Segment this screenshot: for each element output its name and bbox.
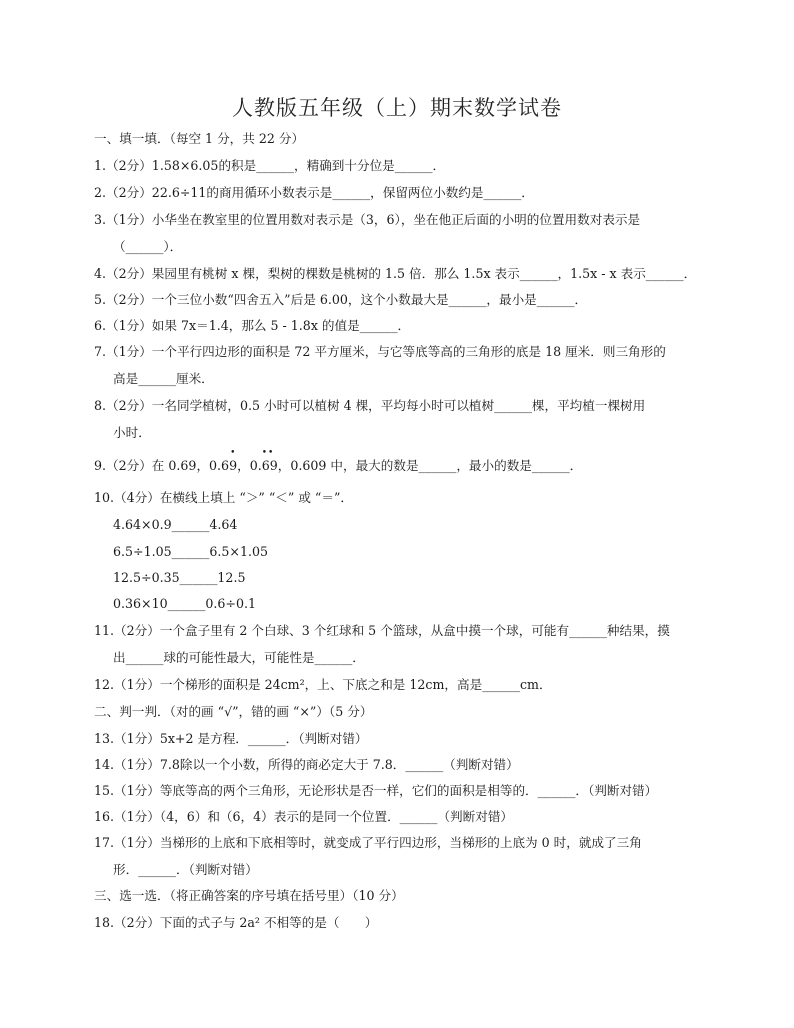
- question-1: 1.（2分）1.58×6.05的积是______，精确到十分位是______．: [94, 158, 446, 173]
- question-9: [94, 448, 714, 474]
- question-13: 13.（1分）5x+2 是方程．______．（判断对错）: [94, 731, 368, 746]
- section-fill-in: 一、填一填．（每空 1 分，共 22 分）: [94, 131, 305, 146]
- section-true-false: 二、判一判．（对的画 “√”，错的画 “×”）（5 分）: [94, 704, 373, 719]
- question-10-item-2: 6.5÷1.05______6.5×1.05: [113, 544, 269, 559]
- question-18: 18.（2分）下面的式子与 2a² 不相等的是（ ）: [94, 915, 378, 930]
- page-title: 人教版五年级（上）期末数学试卷: [232, 96, 562, 120]
- question-11: 11.（2分）一个盒子里有 2 个白球、3 个红球和 5 个篮球，从盒中摸一个球，可能有______种结果，摸: [94, 623, 670, 638]
- question-7: 7.（1分）一个平行四边形的面积是 72 平方厘米，与它等底等高的三角形的底是 18 厘米．则三角形的: [94, 344, 666, 359]
- question-8-cont: 小时．: [113, 425, 151, 440]
- question-10-item-4: 0.36×10______0.6÷0.1: [113, 596, 257, 611]
- question-10-item-3: 12.5÷0.35______12.5: [113, 570, 246, 585]
- question-3: 3.（1分）小华坐在教室里的位置用数对表示是（3，6），坐在他正后面的小明的位置用数对表示是: [94, 212, 641, 227]
- question-16: 16.（1分）（4，6）和（6，4）表示的是同一个位置．______（判断对错）: [94, 809, 514, 824]
- question-17-cont: 形．______．（判断对错）: [113, 862, 258, 877]
- question-6: 6.（1分）如果 7x＝1.4，那么 5 - 1.8x 的值是______．: [94, 318, 411, 333]
- question-2: 2.（2分）22.6÷11的商用循环小数表示是______，保留两位小数约是______．: [94, 185, 534, 200]
- question-9-text-a: 9.（2分）在 0.69，0.6: [94, 458, 230, 473]
- question-17: 17.（1分）当梯形的上底和下底相等时，就变成了平行四边形，当梯形的上底为 0 时，就成了三角: [94, 835, 642, 850]
- repeating-digits: •• 69: [261, 448, 278, 473]
- question-9-text-b: ，0.: [237, 458, 262, 473]
- repeat-dot: •: [230, 448, 237, 458]
- question-3-cont: （______）．: [113, 239, 183, 254]
- question-4: 4.（2分）果园里有桃树 x 棵，梨树的棵数是桃树的 1.5 倍．那么 1.5x 表示______，1.5x - x 表示______．: [94, 266, 697, 281]
- question-12: 12.（1分）一个梯形的面积是 24cm²，上、下底之和是 12cm，高是______cm．: [94, 677, 552, 692]
- question-5: 5.（2分）一个三位小数“四舍五入”后是 6.00，这个小数最大是______，最小是______．: [94, 292, 588, 307]
- section-multiple-choice: 三、选一选．（将正确答案的序号填在括号里）（10 分）: [94, 888, 404, 903]
- question-14: 14.（1分）7.8除以一个小数，所得的商必定大于 7.8．______（判断对错）: [94, 757, 519, 772]
- repeat-dots: ••: [261, 448, 275, 458]
- question-15: 15.（1分）等底等高的两个三角形，无论形状是否一样，它们的面积是相等的．______．（判断对错）: [94, 783, 658, 798]
- question-9-text-c: ，0.609 中，最大的数是______，最小的数是______．: [277, 458, 583, 473]
- question-10: 10.（4分）在横线上填上 “＞” “＜” 或 “＝”．: [94, 490, 353, 505]
- question-7-cont: 高是______厘米．: [113, 371, 214, 386]
- question-11-cont: 出______球的可能性最大，可能性是______．: [113, 650, 365, 665]
- question-8: 8.（2分）一名同学植树，0.5 小时可以植树 4 棵，平均每小时可以植树______棵，平均植一棵树用: [94, 398, 646, 413]
- repeating-digit: • 9: [229, 448, 238, 473]
- question-10-item-1: 4.64×0.9______4.64: [113, 517, 238, 532]
